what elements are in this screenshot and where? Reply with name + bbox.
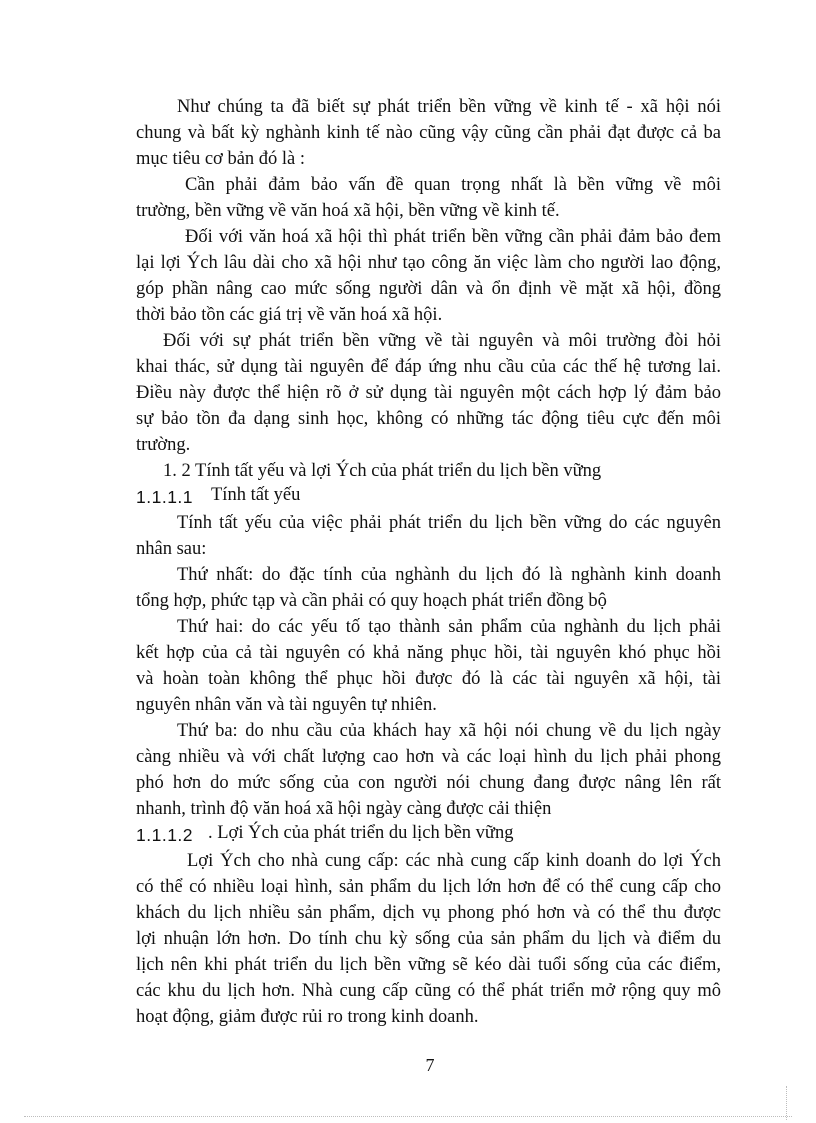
page-corner-border: [786, 1086, 787, 1120]
paragraph-line: lợi nhuận lớn hơn. Do tính chu kỳ sống của sản phẩm du lịch và điểm du: [136, 929, 721, 949]
paragraph-line: càng nhiều và với chất lượng cao hơn và các loại hình du lịch phải phong: [136, 747, 721, 767]
paragraph-line: và hoàn toàn không thể phục hồi được đó là các tài nguyên xã hội, tài: [136, 669, 721, 689]
paragraph-line: nguyên nhân văn và tài nguyên tự nhiên.: [136, 695, 437, 715]
paragraph-line: Thứ ba: do nhu cầu của khách hay xã hội nói chung về du lịch ngày: [177, 721, 721, 741]
paragraph-line: các khu du lịch hơn. Nhà cung cấp cũng có thể phát triển mở rộng quy mô: [136, 981, 721, 1001]
heading-title: Tính tất yếu: [211, 485, 301, 505]
paragraph-line: Cần phải đảm bảo vấn đề quan trọng nhất là bền vững về môi: [185, 175, 721, 195]
paragraph-line: khách du lịch nhiều sản phẩm, dịch vụ phong phó hơn và có thể thu được: [136, 903, 721, 923]
paragraph-line: Đối với văn hoá xã hội thì phát triển bền vững cần phải đảm bảo đem: [185, 227, 721, 247]
paragraph-line: hoạt động, giảm được rủi ro trong kinh doanh.: [136, 1007, 479, 1027]
page-number: 7: [425, 1055, 435, 1075]
paragraph-line: Điều này được thể hiện rõ ở sử dụng tài nguyên một cách hợp lý đảm bảo: [136, 383, 721, 403]
page-bottom-border: [24, 1116, 792, 1117]
paragraph-line: thời bảo tồn các giá trị về văn hoá xã hội.: [136, 305, 443, 325]
paragraph-line: sự bảo tồn đa dạng sinh học, không có những tác động tiêu cực đến môi: [136, 409, 721, 429]
paragraph-line: có thể có nhiều loại hình, sản phẩm du lịch lớn hơn để có thể cung cấp cho: [136, 877, 721, 897]
paragraph-line: chung và bất kỳ nghành kinh tế nào cũng vậy cũng cần phải đạt được cả ba: [136, 123, 721, 143]
paragraph-line: nhân sau:: [136, 539, 207, 559]
paragraph-line: Lợi Ých cho nhà cung cấp: các nhà cung cấp kinh doanh do lợi Ých: [187, 851, 721, 871]
paragraph-line: góp phần nâng cao mức sống người dân và ổn định về mặt xã hội, đồng: [136, 279, 721, 299]
paragraph-line: tổng hợp, phức tạp và cần phải có quy hoạch phát triển đồng bộ: [136, 591, 607, 611]
section-title: 1. 2 Tính tất yếu và lợi Ých của phát triển du lịch bền vững: [163, 461, 602, 481]
paragraph-line: khai thác, sử dụng tài nguyên để đáp ứng nhu cầu của các thế hệ tương lai.: [136, 357, 721, 377]
paragraph-line: trường.: [136, 435, 191, 455]
heading-number: 1.1.1.2: [136, 825, 194, 845]
paragraph-line: nhanh, trình độ văn hoá xã hội ngày càng được cải thiện: [136, 799, 552, 819]
paragraph-line: Tính tất yếu của việc phải phát triển du lịch bền vững do các nguyên: [177, 513, 721, 533]
paragraph-line: Thứ nhất: do đặc tính của nghành du lịch đó là nghành kinh doanh: [177, 565, 721, 585]
heading-title: . Lợi Ých của phát triển du lịch bền vững: [208, 823, 514, 843]
paragraph-line: mục tiêu cơ bản đó là :: [136, 149, 306, 169]
paragraph-line: lại lợi Ých lâu dài cho xã hội như tạo công ăn việc làm cho người lao động,: [136, 253, 721, 273]
paragraph-line: Đối với sự phát triển bền vững về tài nguyên và môi trường đòi hỏi: [163, 331, 721, 351]
paragraph-line: trường, bền vững về văn hoá xã hội, bền vững về kinh tế.: [136, 201, 560, 221]
paragraph-line: phó hơn do mức sống của con người nói chung đang được nâng lên rất: [136, 773, 721, 793]
paragraph-line: kết hợp của cả tài nguyên có khả năng phục hồi, tài nguyên khó phục hồi: [136, 643, 721, 663]
paragraph-line: Như chúng ta đã biết sự phát triển bền vững về kinh tế - xã hội nói: [177, 97, 721, 117]
paragraph-line: lịch nên khi phát triển du lịch bền vững sẽ kéo dài tuổi sống của các điểm,: [136, 955, 721, 975]
paragraph-line: Thứ hai: do các yếu tố tạo thành sản phẩm của nghành du lịch phải: [177, 617, 721, 637]
heading-number: 1.1.1.1: [136, 487, 194, 507]
